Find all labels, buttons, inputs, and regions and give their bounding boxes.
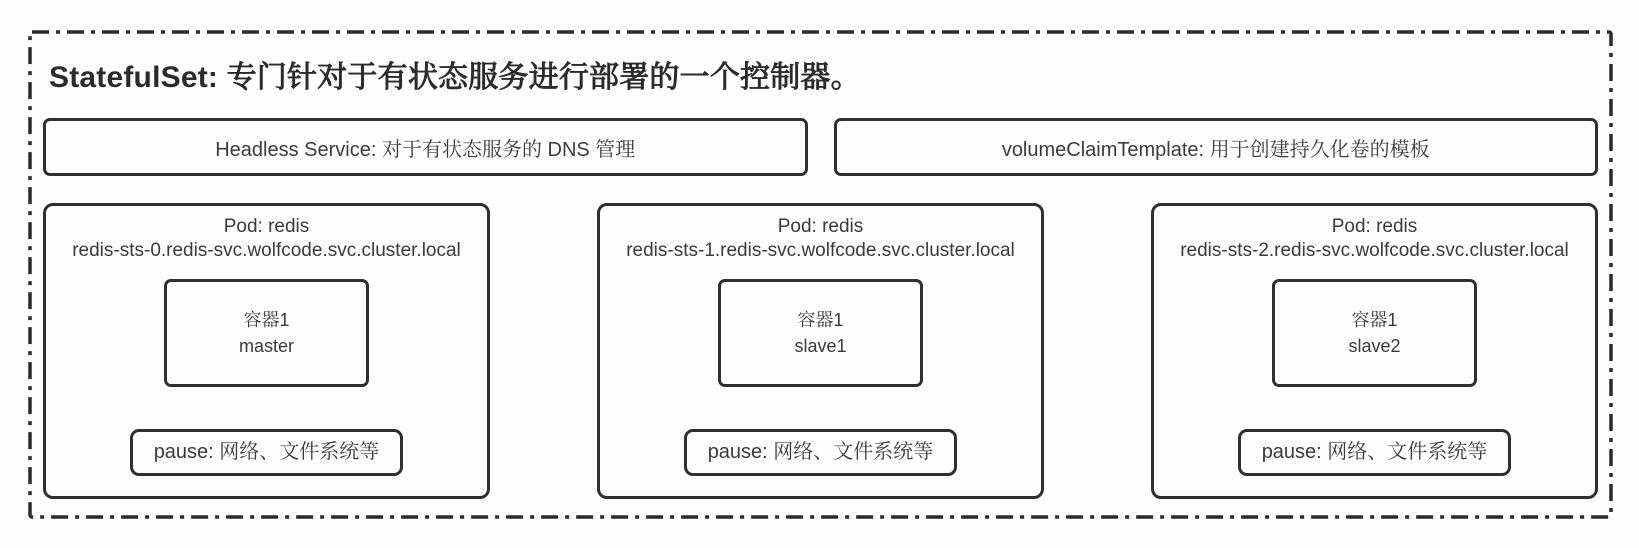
header-row [43, 118, 1598, 176]
pause-label: pause: 网络、文件系统等 [707, 441, 934, 463]
volume-claim-template-label: volumeClaimTemplate: 用于创建持久化卷的模板 [1001, 138, 1430, 161]
pod-title: Pod: redis [777, 216, 864, 237]
container-role: slave2 [1348, 336, 1401, 356]
pod-dns: redis-sts-1.redis-svc.wolfcode.svc.cluster.local [626, 240, 1015, 261]
container-name: 容器1 [1351, 310, 1398, 330]
pause-box [1238, 429, 1512, 476]
pod-box-redis-sts-0 [43, 203, 490, 499]
pause-box [130, 429, 404, 476]
container-box [718, 279, 923, 387]
container-box [164, 279, 369, 387]
pause-label: pause: 网络、文件系统等 [153, 441, 380, 463]
pause-label: pause: 网络、文件系统等 [1261, 441, 1488, 463]
container-role: slave1 [794, 336, 847, 356]
headless-service-box [43, 118, 808, 176]
diagram-title: StatefulSet: 专门针对于有状态服务进行部署的一个控制器。 [49, 61, 861, 94]
pod-title: Pod: redis [223, 216, 310, 237]
pod-title: Pod: redis [1331, 216, 1418, 237]
pod-box-redis-sts-1 [597, 203, 1044, 499]
pod-box-redis-sts-2 [1151, 203, 1598, 499]
pause-box [684, 429, 958, 476]
container-box [1272, 279, 1477, 387]
pod-dns: redis-sts-0.redis-svc.wolfcode.svc.cluster.local [72, 240, 461, 261]
container-name: 容器1 [797, 310, 844, 330]
container-role: master [238, 336, 294, 356]
container-name: 容器1 [243, 310, 290, 330]
pod-dns: redis-sts-2.redis-svc.wolfcode.svc.cluster.local [1180, 240, 1569, 261]
statefulset-frame [28, 30, 1613, 519]
pod-row [43, 203, 1598, 499]
headless-service-label: Headless Service: 对于有状态服务的 DNS 管理 [215, 138, 636, 161]
volume-claim-template-box [834, 118, 1599, 176]
